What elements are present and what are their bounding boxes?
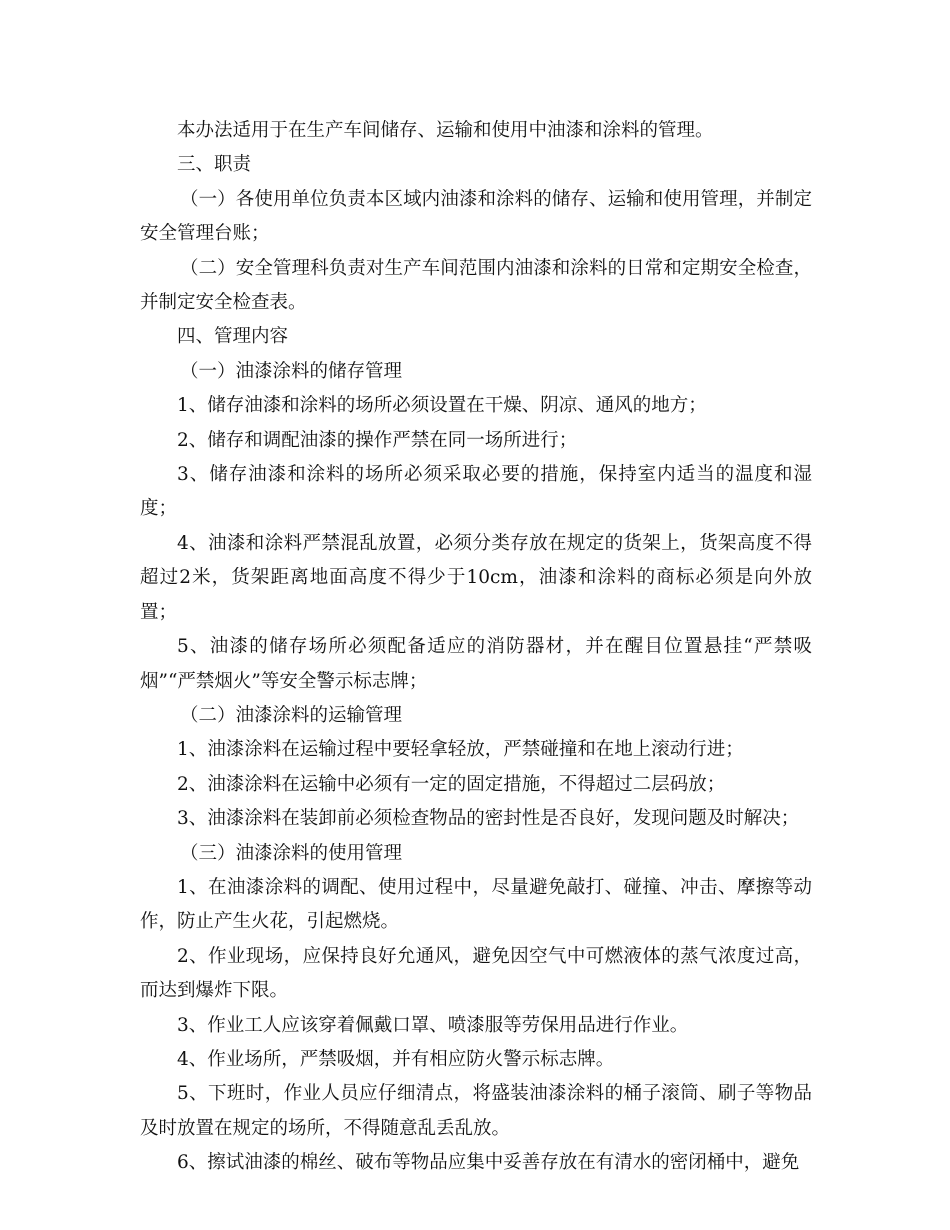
transport-item-1: 1、油漆涂料在运输过程中要轻拿轻放，严禁碰撞和在地上滚动行进； xyxy=(177,739,744,761)
transport-item-3: 3、油漆涂料在装卸前必须检查物品的密封性是否良好，发现问题及时解决； xyxy=(177,808,800,830)
paragraph-responsibility-2: （二）安全管理科负责对生产车间范围内油漆和涂料的日常和定期安全检查，并制定安全检查表。 xyxy=(140,257,812,314)
storage-item-4: 4、油漆和涂料严禁混乱放置，必须分类存放在规定的货架上，货架高度不得超过2米，货架距离地面高度不得少于10cm，油漆和涂料的商标必须是向外放置； xyxy=(140,532,812,623)
storage-item-3: 3、储存油漆和涂料的场所必须采取必要的措施，保持室内适当的温度和湿度； xyxy=(140,464,812,520)
usage-item-2: 2、作业现场，应保持良好允通风，避免因空气中可燃液体的蒸气浓度过高，而达到爆炸下限。 xyxy=(140,945,812,1002)
storage-item-1: 1、储存油漆和涂料的场所必须设置在干燥、阴凉、通风的地方； xyxy=(177,395,707,417)
subheading-transport: （二）油漆涂料的运输管理 xyxy=(180,704,403,726)
subheading-storage: （一）油漆涂料的储存管理 xyxy=(180,360,403,382)
usage-item-1: 1、在油漆涂料的调配、使用过程中，尽量避免敲打、碰撞、冲击、摩擦等动作，防止产生火花，引起燃烧。 xyxy=(140,876,812,933)
usage-item-5: 5、下班时，作业人员应仔细清点，将盛装油漆涂料的桶子滚筒、刷子等物品及时放置在规定的场所，不得随意乱丢乱放。 xyxy=(140,1083,812,1139)
subheading-usage: （三）油漆涂料的使用管理 xyxy=(180,842,403,864)
usage-item-4: 4、作业场所，严禁吸烟，并有相应防火警示标志牌。 xyxy=(177,1048,615,1070)
paragraph-responsibility-1: （一）各使用单位负责本区域内油漆和涂料的储存、运输和使用管理，并制定安全管理台账； xyxy=(140,188,812,245)
transport-item-2: 2、油漆涂料在运输中必须有一定的固定措施，不得超过二层码放； xyxy=(177,773,726,795)
storage-item-2: 2、储存和调配油漆的操作严禁在同一场所进行； xyxy=(177,429,578,451)
paragraph-scope: 本办法适用于在生产车间储存、运输和使用中油漆和涂料的管理。 xyxy=(177,120,714,141)
heading-management-content: 四、管理内容 xyxy=(177,326,289,348)
storage-item-5: 5、油漆的储存场所必须配备适应的消防器材，并在醒目位置悬挂“严禁吸烟”“严禁烟火”等安全警示标志牌； xyxy=(140,636,812,692)
heading-responsibilities: 三、职责 xyxy=(177,154,252,176)
usage-item-6: 6、擦试油漆的棉丝、破布等物品应集中妥善存放在有清水的密闭桶中，避免 xyxy=(177,1152,800,1174)
document-body xyxy=(140,114,812,1181)
usage-item-3: 3、作业工人应该穿着佩戴口罩、喷漆服等劳保用品进行作业。 xyxy=(177,1014,689,1036)
